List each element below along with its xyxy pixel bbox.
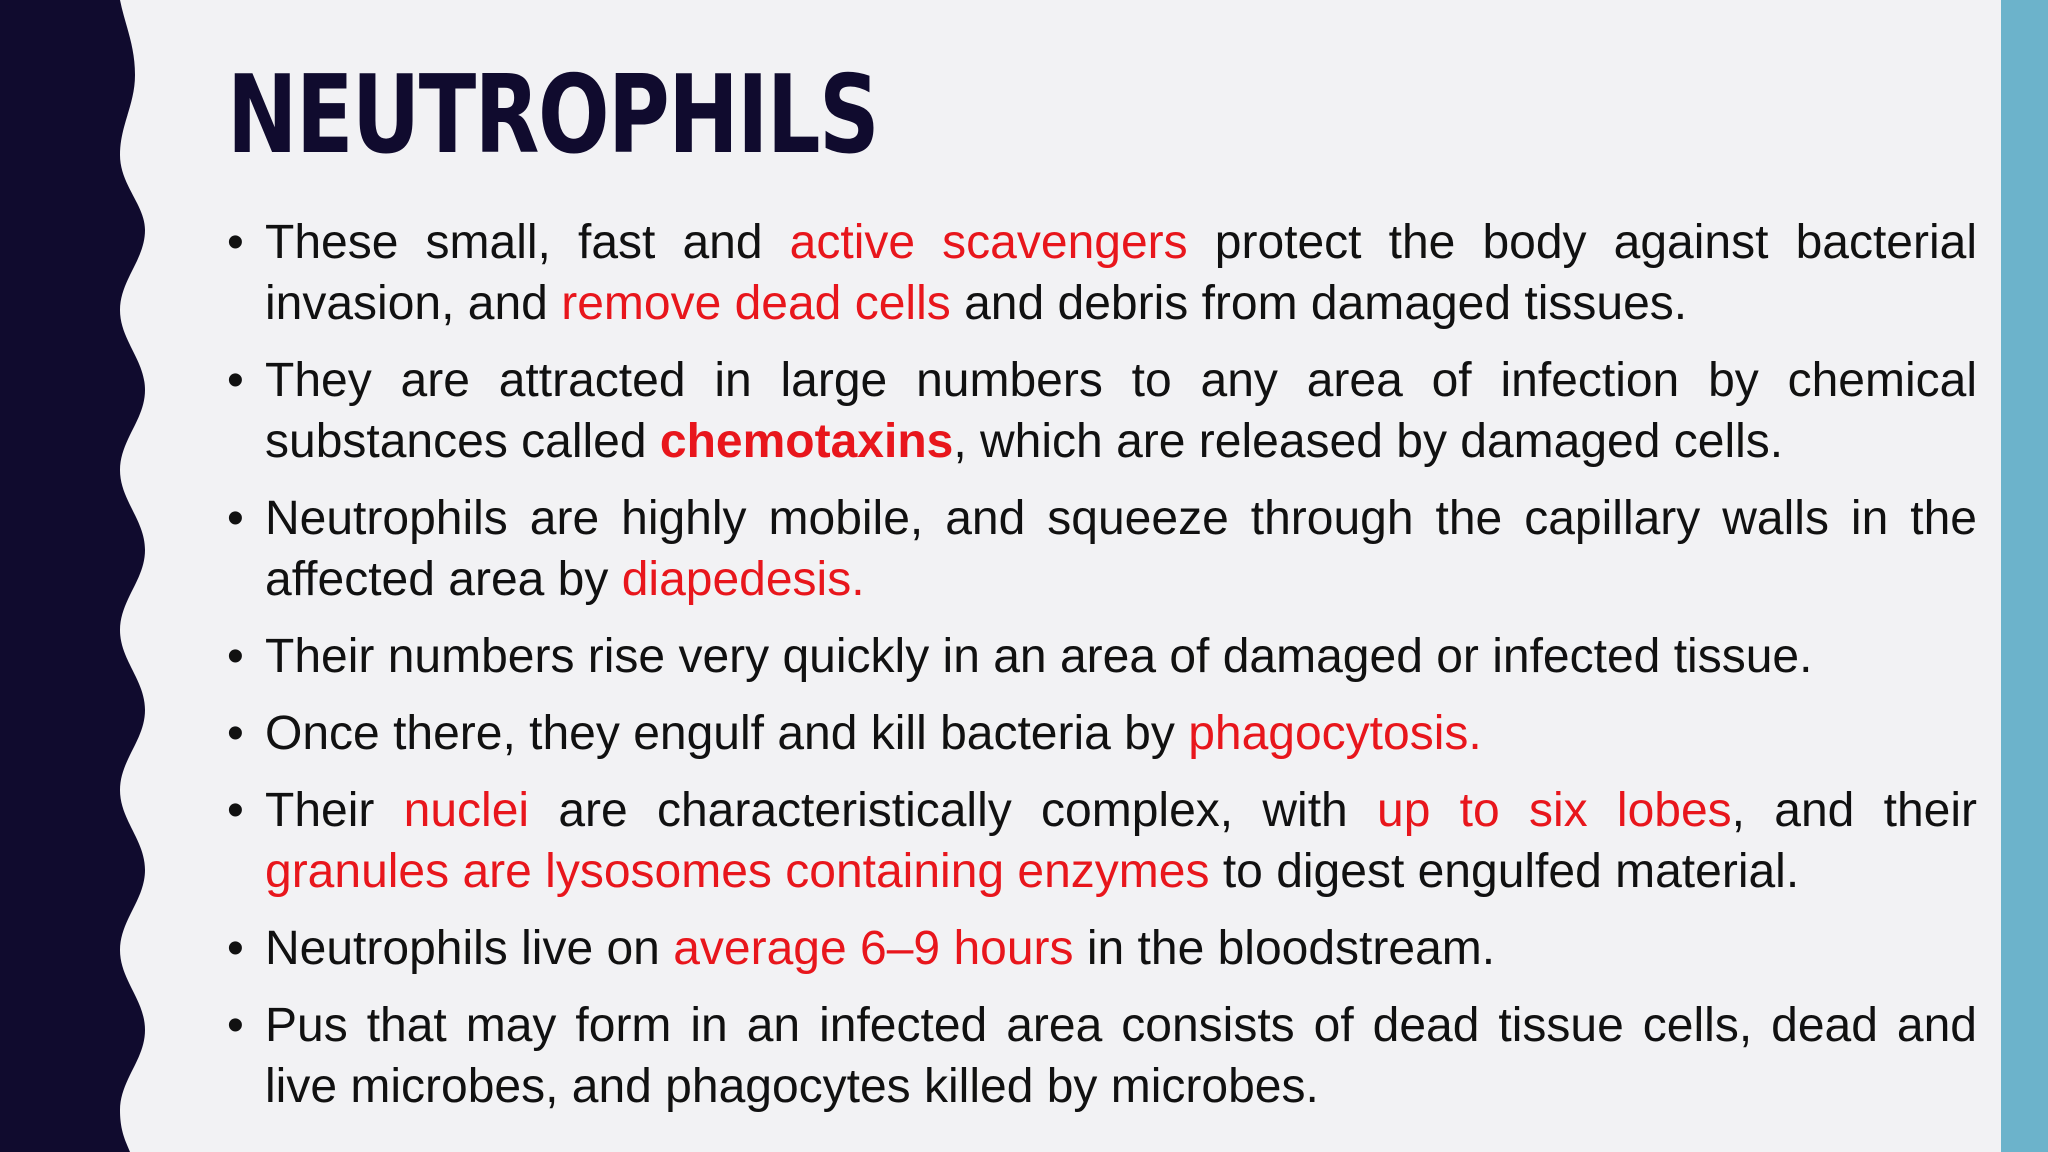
bullet-marker: • xyxy=(227,216,244,269)
bullet-item xyxy=(227,780,1977,902)
highlighted-term: chemotaxins xyxy=(659,415,954,468)
bullet-text: protect the body against bacterial invasion, and xyxy=(265,216,1977,330)
bullet-marker: • xyxy=(227,784,244,837)
bullet-text: These small, fast and xyxy=(265,216,790,269)
bullet-item xyxy=(227,626,1977,687)
highlighted-term: diapedesis. xyxy=(621,553,865,606)
bullet-text: in the bloodstream. xyxy=(1073,922,1496,975)
bullet-item xyxy=(227,350,1977,472)
bullet-text: Pus that may form in an infected area consists of dead tissue cells, dead and live microbes, and phagocytes killed by microbes. xyxy=(265,999,1977,1113)
bullet-text: Neutrophils are highly mobile, and squeeze through the capillary walls in the affected area by xyxy=(265,492,1977,606)
highlighted-term: average 6–9 hours xyxy=(673,922,1074,975)
bullet-item xyxy=(227,995,1977,1117)
highlighted-term: remove dead cells xyxy=(561,277,951,330)
wavy-left-shape xyxy=(0,0,145,1152)
wavy-left-decoration xyxy=(0,0,160,1152)
bullet-marker: • xyxy=(227,999,244,1052)
highlighted-term: up to six lobes xyxy=(1377,784,1732,837)
bullet-text: to digest engulfed material. xyxy=(1209,845,1800,898)
bullet-text: , and their xyxy=(1731,784,1978,837)
bullet-marker: • xyxy=(227,492,244,545)
bullet-text: are characteristically complex, with xyxy=(529,784,1378,837)
bullet-text: They are attracted in large numbers to any area of infection by chemical substances called xyxy=(265,354,1977,468)
bullet-item xyxy=(227,212,1977,334)
slide-title: NEUTROPHILS xyxy=(227,53,879,178)
highlighted-term: granules are lysosomes containing enzymes xyxy=(265,845,1210,898)
bullet-text: , which are released by damaged cells. xyxy=(953,415,1784,468)
right-accent-stripe xyxy=(2001,0,2048,1152)
bullet-marker: • xyxy=(227,630,244,683)
bullet-item xyxy=(227,703,1977,764)
bullet-text: Once there, they engulf and kill bacteria by xyxy=(265,707,1189,760)
highlighted-term: nuclei xyxy=(403,784,530,837)
highlighted-term: phagocytosis. xyxy=(1188,707,1482,760)
bullet-item xyxy=(227,918,1977,979)
bullet-text: and debris from damaged tissues. xyxy=(950,277,1688,330)
bullet-list xyxy=(227,212,1977,1133)
bullet-text: Their numbers rise very quickly in an area of damaged or infected tissue. xyxy=(265,630,1813,683)
bullet-text: Their xyxy=(265,784,404,837)
bullet-marker: • xyxy=(227,922,244,975)
highlighted-term: active scavengers xyxy=(789,216,1188,269)
bullet-item xyxy=(227,488,1977,610)
bullet-marker: • xyxy=(227,354,244,407)
bullet-text: Neutrophils live on xyxy=(265,922,674,975)
bullet-marker: • xyxy=(227,707,244,760)
